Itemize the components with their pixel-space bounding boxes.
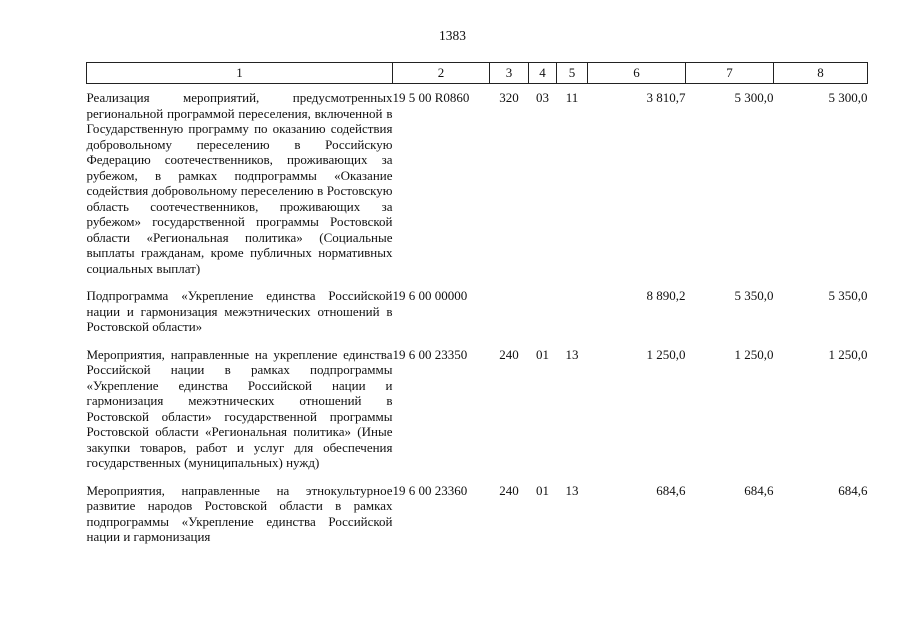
row-amount-col8: 684,6 [838, 482, 868, 498]
row-description: Мероприятия, направленные на этнокультурное развитие народов Ростовской области в рамках подпрограммы «Укрепление единства Российской нации и гармонизация [86, 482, 393, 544]
row-section [529, 282, 557, 341]
row-target-code: 19 5 00 R0860 [392, 90, 470, 105]
row-subsection: 13 [565, 482, 579, 498]
row-amount-col8: 5 300,0 [828, 90, 868, 105]
row-amount-col6: 8 890,2 [646, 288, 686, 303]
row-amount-col8: 1 250,0 [828, 346, 868, 362]
row-amount-col7: 5 350,0 [734, 288, 774, 303]
table-row [87, 84, 868, 283]
row-target-code: 19 6 00 23350 [392, 346, 468, 362]
page-number: 1383 [439, 28, 466, 43]
column-header-4: 4 [529, 63, 557, 84]
row-expense-type: 320 [499, 90, 519, 105]
row-section: 01 [536, 482, 549, 498]
column-header-2: 2 [393, 63, 490, 84]
row-subsection [557, 282, 588, 341]
column-header-7: 7 [686, 63, 774, 84]
column-header-1: 1 [87, 63, 393, 84]
row-expense-type: 240 [499, 482, 519, 498]
column-header-8: 8 [774, 63, 868, 84]
row-amount-col6: 3 810,7 [646, 90, 686, 105]
row-expense-type: 240 [499, 346, 519, 362]
row-expense-type [490, 282, 529, 341]
row-target-code: 19 6 00 00000 [392, 288, 468, 303]
row-amount-col7: 5 300,0 [734, 90, 774, 105]
row-description: Подпрограмма «Укрепление единства Российской нации и гармонизация межэтнических отношений в Ростовской области» [86, 288, 393, 334]
column-header-5: 5 [557, 63, 588, 84]
row-amount-col7: 1 250,0 [734, 346, 774, 362]
row-target-code: 19 6 00 23360 [392, 482, 468, 498]
row-section: 01 [536, 346, 549, 362]
budget-table [86, 62, 868, 551]
table-header-row [87, 63, 868, 84]
table-row [87, 282, 868, 341]
column-header-6: 6 [588, 63, 686, 84]
table-row [87, 341, 868, 477]
row-subsection: 13 [565, 346, 579, 362]
row-amount-col6: 1 250,0 [646, 346, 686, 362]
row-amount-col8: 5 350,0 [828, 288, 868, 303]
table-row [87, 477, 868, 551]
column-header-3: 3 [490, 63, 529, 84]
row-section: 03 [536, 90, 549, 105]
row-description: Реализация мероприятий, предусмотренных региональной программой переселения, включенной в Государственную программу по оказанию содействия добровольному переселению в Российскую Федерацию соотечественников, проживающих за рубежом, в рамках подпрограммы «Оказание содействия добровольному переселению в Ростовскую область соотечественников, проживающих за рубежом» государственной программы Ростовской области «Региональная политика» (Социальные выплаты гражданам, кроме публичных нормативных социальных выплат) [86, 90, 393, 276]
row-subsection: 11 [565, 90, 579, 105]
row-description: Мероприятия, направленные на укрепление единства Российской нации в рамках подпрограммы «Укрепление единства Российской нации и гармонизация межэтнических отношений в Ростовской области» государственной программы Ростовской области «Региональная политика» (Иные закупки товаров, работ и услуг для обеспечения государственных (муниципальных) нужд) [86, 346, 393, 470]
row-amount-col7: 684,6 [744, 482, 774, 498]
row-amount-col6: 684,6 [656, 482, 686, 498]
